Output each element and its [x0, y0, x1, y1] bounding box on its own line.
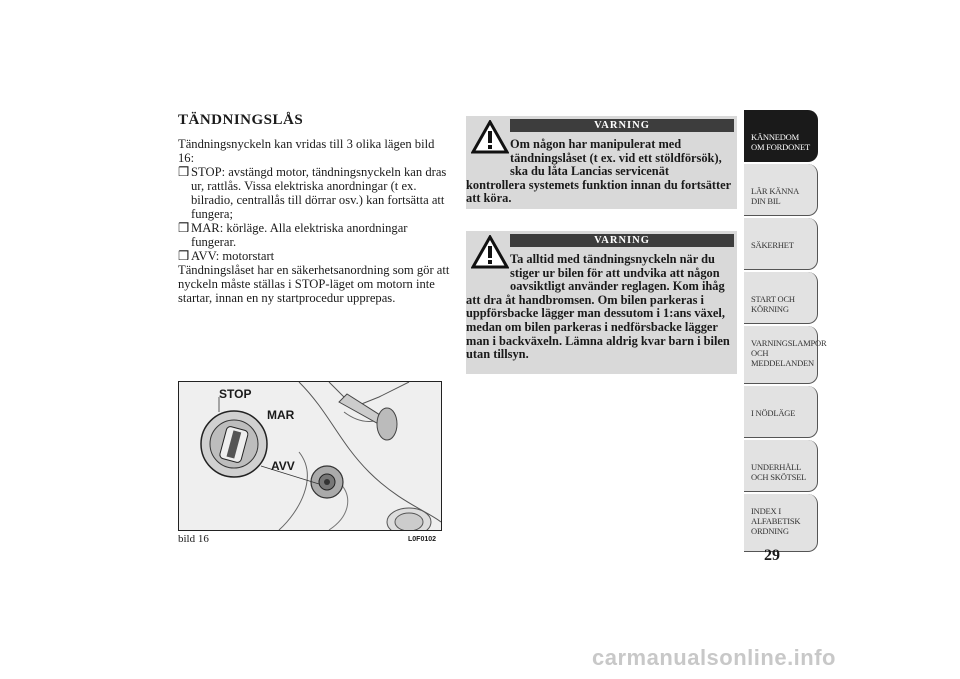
warning-box-1: [466, 116, 737, 209]
closing-paragraph: Tändningslåset har en säkerhetsanordning som gör att nyckeln måste ställas i STOP-läget om motorn inte startar, innan en ny startprocedur upprepas.: [178, 263, 450, 305]
intro-paragraph: Tändningsnyckeln kan vridas till 3 olika lägen bild 16:: [178, 137, 435, 165]
ignition-illustration: [179, 382, 441, 530]
warning-header: VARNING: [510, 119, 734, 132]
tab-label: KÄNNEDOM OM FORDONET: [751, 132, 810, 152]
tab-label: I NÖDLÄGE: [751, 408, 796, 418]
label-mar: MAR: [267, 408, 295, 422]
main-text-column: [178, 112, 450, 305]
checkbox-bullet-icon: ❒: [178, 165, 190, 179]
page-number: 29: [764, 547, 780, 564]
tab-kannedom[interactable]: [744, 110, 818, 162]
tab-label: UNDERHÅLL OCH SKÖTSEL: [751, 462, 807, 482]
figure-code: L0F0102: [408, 536, 437, 543]
checkbox-bullet-icon: ❒: [178, 249, 190, 263]
label-avv: AVV: [271, 459, 295, 473]
watermark: carmanualsonline.info: [592, 645, 836, 670]
warning-text: Ta alltid med tändningsnyckeln när du stiger ur bilen för att undvika att någon oavsiktligt använder reglagen. Kom ihåg att dra åt handbromsen. Om bilen parkeras i uppförsbacke lägger man dessutom i 1:ans växel, medan om bilen parkeras i nedförsbacke lägger man i backväxeln. Lämna aldrig kvar barn i bilen utan tillsyn.: [466, 252, 730, 362]
checkbox-bullet-icon: ❒: [178, 221, 190, 235]
warning-header: VARNING: [510, 234, 734, 247]
tab-label: VARNINGSLAMPOR OCH MEDDELANDEN: [751, 338, 827, 368]
warning-text: Om någon har manipulerat med tändningslåset (t ex. vid ett stöldförsök), ska du låta Lancias servicenät kontrollera systemets funktion innan du fortsätter att köra.: [466, 137, 731, 206]
tab-nodlage[interactable]: [744, 386, 818, 438]
tab-varningslampor[interactable]: [744, 326, 827, 384]
tab-start[interactable]: [744, 272, 818, 324]
tab-sakerhet[interactable]: [744, 218, 818, 270]
tab-label: LÄR KÄNNA DIN BIL: [751, 186, 799, 206]
bullet-mar: ❒ MAR: körläge. Alla elektriska anordningar fungerar.: [178, 221, 408, 249]
tab-lar-kanna[interactable]: [744, 164, 818, 216]
tab-label: INDEX I ALFABETISK ORDNING: [751, 506, 801, 536]
tab-index[interactable]: [744, 494, 818, 552]
bullet-stop: ❒ STOP: avstängd motor, tändningsnyckeln kan dras ur, rattlås. Vissa elektriska anordningar (t ex. bilradio, centrallås till dörrar osv.) kan fortsätta att fungera;: [178, 165, 447, 221]
warning-box-2: [466, 231, 737, 374]
ignition-figure: [178, 381, 442, 531]
tab-label: START OCH KÖRNING: [751, 294, 795, 314]
label-stop: STOP: [219, 387, 252, 401]
figure-caption: bild 16: [178, 533, 209, 545]
bullet-avv: ❒ AVV: motorstart: [178, 249, 275, 263]
section-title: TÄNDNINGSLÅS: [178, 112, 304, 128]
tab-label: SÄKERHET: [751, 240, 794, 250]
tab-underhall[interactable]: [744, 440, 818, 492]
